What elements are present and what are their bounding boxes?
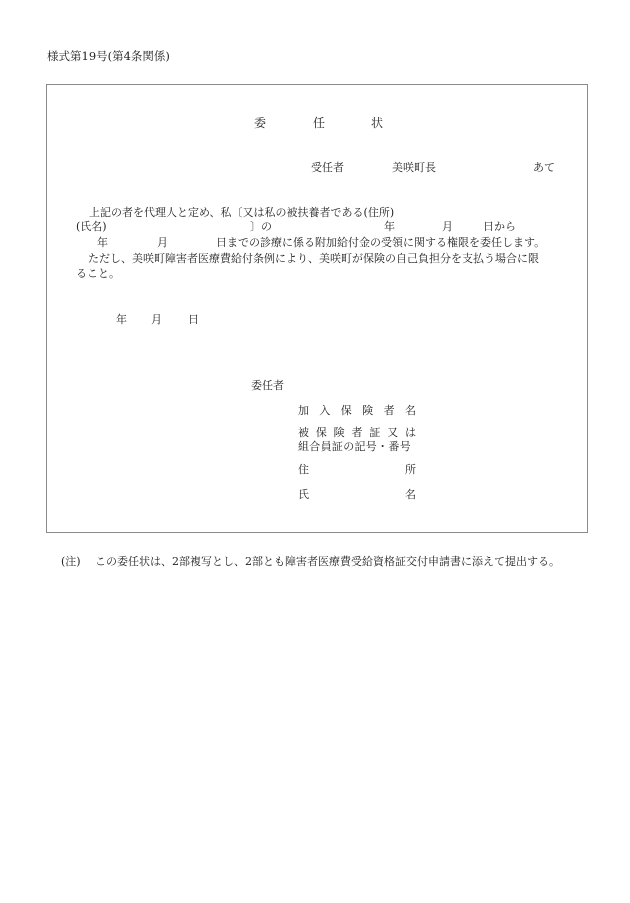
label-char: 入 <box>319 404 331 417</box>
label-char: 名 <box>405 488 416 501</box>
date-month-label: 月 <box>151 313 162 326</box>
body-line-1: 上記の者を代理人と定め、私〔又は私の被扶養者である(住所) <box>89 206 395 219</box>
label-char: 又 <box>387 426 399 439</box>
end-year-label: 年 <box>97 236 108 249</box>
name-label: (氏名) <box>76 220 107 233</box>
label-char: 者 <box>351 426 363 439</box>
label-char: 所 <box>405 463 416 476</box>
label-char: は <box>404 426 416 439</box>
bracket-close: 〕の <box>250 220 272 233</box>
insured-name-label <box>298 404 416 418</box>
name-field[interactable] <box>120 220 248 234</box>
label-char: 険 <box>362 404 374 417</box>
label-char: 証 <box>369 426 381 439</box>
title-char-2: 任 <box>313 116 326 130</box>
label-char: 加 <box>298 404 309 417</box>
label-char: 者 <box>383 404 395 417</box>
card-label-line-1 <box>298 426 416 440</box>
form-number: 様式第19号(第4条関係) <box>47 49 170 63</box>
body-line-4: ただし、美咲町障害者医療費給付条例により、美咲町が保険の自己負担分を支払う場合に限 <box>88 252 539 265</box>
label-char: 険 <box>333 426 345 439</box>
date-day-label: 日 <box>188 313 199 326</box>
title-char-3: 状 <box>371 116 384 130</box>
delegator-label: 委任者 <box>251 379 284 392</box>
card-label-line-2: 組合員証の記号・番号 <box>298 440 411 453</box>
address-label <box>298 463 416 477</box>
note-label: (注) <box>61 555 81 568</box>
addressee-suffix: あて <box>533 161 555 174</box>
start-month-label: 月 <box>442 220 453 233</box>
body-line-5: ること。 <box>76 267 120 280</box>
label-char: 被 <box>298 426 309 439</box>
label-char: 保 <box>315 426 327 439</box>
date-year-label: 年 <box>116 313 127 326</box>
label-char: 住 <box>298 463 309 476</box>
end-month-label: 月 <box>157 236 168 249</box>
note-text: この委任状は、2部複写とし、2部とも障害者医療費受給資格証交付申請書に添えて提出する。 <box>95 555 560 568</box>
addressee-label: 受任者 <box>311 161 344 174</box>
start-year-label: 年 <box>384 220 395 233</box>
addressee-name: 美咲町長 <box>392 161 436 174</box>
label-char: 保 <box>340 404 352 417</box>
label-char: 名 <box>404 404 416 417</box>
start-day-label: 日から <box>483 220 516 233</box>
body-line-3: 日までの診療に係る附加給付金の受領に関する権限を委任します。 <box>216 236 546 249</box>
title-char-1: 委 <box>254 116 267 130</box>
name-label-delegator <box>298 488 416 502</box>
label-char: 氏 <box>298 488 309 501</box>
